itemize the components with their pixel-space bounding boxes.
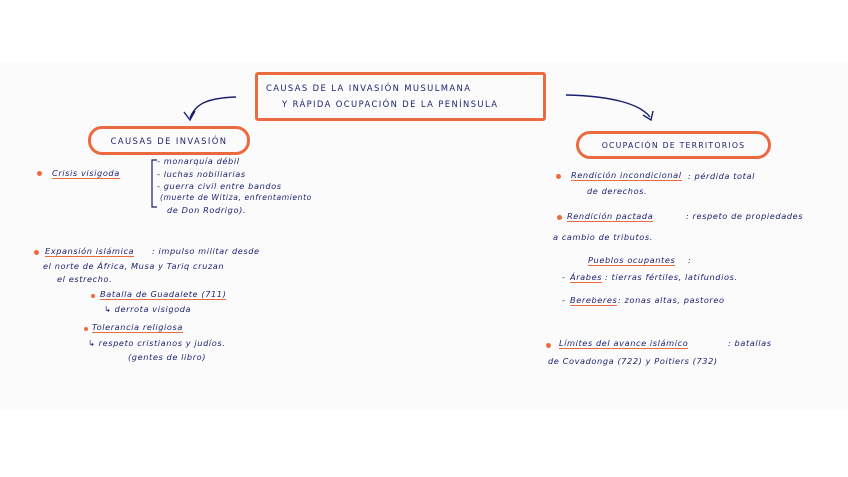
limites-label: Límites del avance islámico bbox=[559, 338, 689, 348]
bullet-tolerancia bbox=[84, 327, 88, 331]
tolerancia-line-2: (gentes de libro) bbox=[128, 352, 207, 362]
bereberes-dash: - bbox=[562, 295, 566, 305]
incondicional-line-2: de derechos. bbox=[587, 186, 648, 196]
bullet-expansion bbox=[34, 250, 39, 255]
left-arrow bbox=[190, 97, 236, 118]
pactada-line-2: a cambio de tributos. bbox=[553, 232, 653, 242]
pactada-text: : respeto de propiedades bbox=[686, 211, 804, 221]
expansion-text: : impulso militar desde bbox=[152, 246, 260, 256]
crisis-label: Crisis visigoda bbox=[52, 168, 120, 178]
crisis-item-5: de Don Rodrigo). bbox=[167, 205, 247, 215]
arabes-dash: - bbox=[562, 272, 566, 282]
title-box bbox=[255, 72, 546, 121]
title-line-2: Y RÁPIDA OCUPACIÓN DE LA PENÍNSULA bbox=[282, 99, 499, 109]
limites-text: : batallas bbox=[728, 338, 772, 348]
bullet-crisis bbox=[37, 171, 42, 176]
bereberes-text: : zonas altas, pastoreo bbox=[618, 295, 725, 305]
bullet-limites bbox=[546, 343, 551, 348]
incondicional-label: Rendición incondicional bbox=[571, 170, 682, 180]
title-line-1: CAUSAS DE LA INVASIÓN MUSULMANA bbox=[266, 83, 472, 93]
batalla-label: Batalla de Guadalete (711) bbox=[100, 289, 227, 299]
crisis-item-3: - guerra civil entre bandos bbox=[157, 181, 282, 191]
pueblos-colon: : bbox=[688, 255, 692, 265]
left-heading-box bbox=[88, 126, 250, 155]
arabes-text: : tierras fértiles, latifundios. bbox=[605, 272, 738, 282]
expansion-line-3: el estrecho. bbox=[57, 274, 113, 284]
limites-line-2: de Covadonga (722) y Poitiers (732) bbox=[548, 356, 718, 366]
bullet-incondicional bbox=[556, 174, 561, 179]
expansion-label: Expansión islámica bbox=[45, 246, 135, 256]
tolerancia-label: Tolerancia religiosa bbox=[92, 322, 183, 332]
right-heading: OCUPACIÓN DE TERRITORIOS bbox=[601, 140, 746, 150]
right-arrow bbox=[566, 95, 650, 117]
incondicional-text: : pérdida total bbox=[688, 171, 755, 181]
bullet-pactada bbox=[557, 215, 562, 220]
left-heading: CAUSAS DE INVASIÓN bbox=[110, 135, 228, 146]
crisis-item-4: (muerte de Witiza, enfrentamiento bbox=[160, 193, 312, 202]
crisis-item-2: - luchas nobiliarias bbox=[157, 169, 246, 179]
bullet-batalla bbox=[91, 294, 95, 298]
pueblos-label: Pueblos ocupantes bbox=[588, 255, 676, 265]
pactada-label: Rendición pactada bbox=[567, 211, 654, 221]
tolerancia-line-1: ↳ respeto cristianos y judíos. bbox=[88, 338, 226, 348]
right-heading-box bbox=[576, 131, 771, 159]
batalla-result: ↳ derrota visigoda bbox=[104, 304, 192, 314]
arabes-label: Árabes bbox=[570, 272, 603, 282]
bereberes-label: Bereberes bbox=[570, 295, 618, 305]
crisis-item-1: - monarquía débil bbox=[157, 156, 240, 166]
expansion-line-2: el norte de África, Musa y Tariq cruzan bbox=[43, 261, 225, 271]
